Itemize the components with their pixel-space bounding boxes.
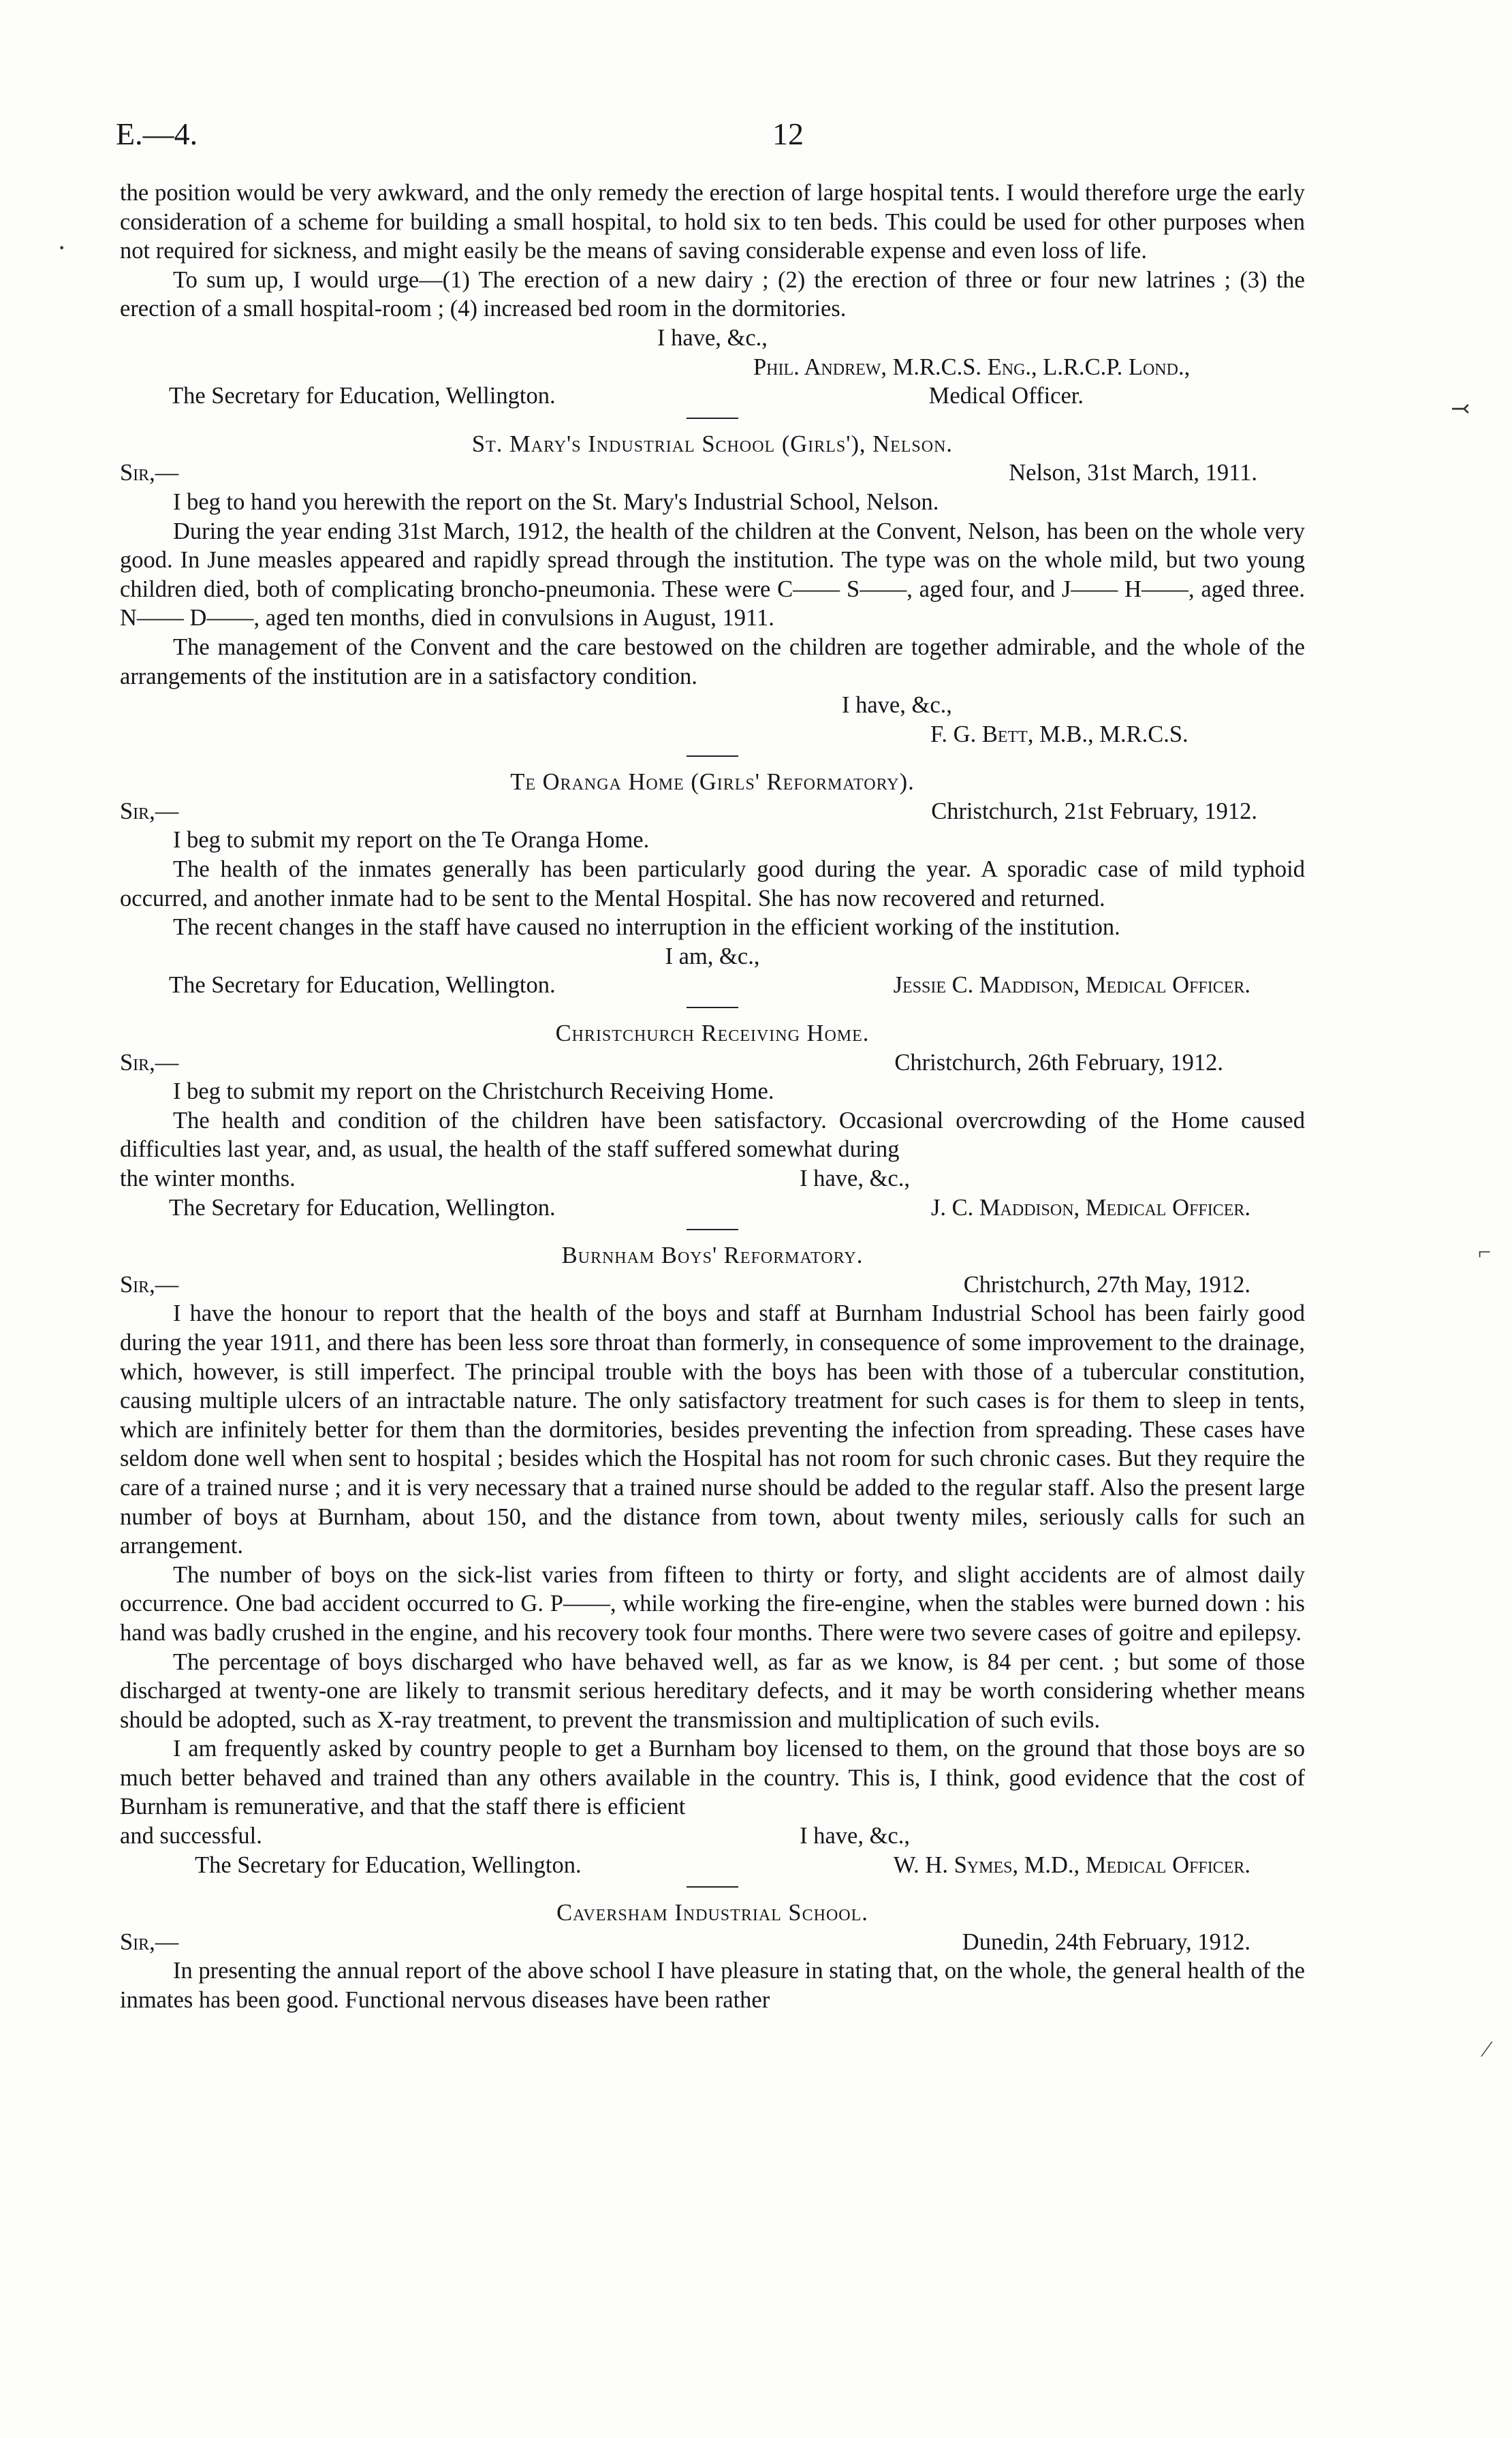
addressee: The Secretary for Education, Wellington. (169, 1194, 556, 1221)
section-te-oranga (120, 768, 1305, 1000)
paragraph: The health and condition of the children have been satisfactory. Occasional overcrowding of the Home caused difficulties last year, and, as usual, the health of the staff suffered somewhat during (120, 1107, 1305, 1163)
salutation: Sir,— (120, 1928, 179, 1955)
signer: W. H. Symes, M.D., Medical Officer. (893, 1851, 1250, 1878)
paragraph: The recent changes in the staff have caused no interruption in the efficient working of the institution. (173, 914, 1120, 941)
margin-mark: ⁄ (1485, 2037, 1489, 2062)
section-title: Christchurch Receiving Home. (555, 1020, 870, 1047)
closing: I have, &c., (657, 324, 768, 351)
section-continued-report (120, 178, 1305, 411)
document-body (120, 178, 1305, 2015)
signer-role: Medical Officer. (928, 383, 1084, 409)
paragraph: To sum up, I would urge—(1) The erection of a new dairy ; (2) the erection of three or four new latrines ; (3) the erection of a small hospital-room ; (4) increased bed room in the dormitories. (120, 266, 1305, 322)
place-date: Nelson, 31st March, 1911. (1009, 460, 1257, 486)
section-divider (687, 418, 738, 419)
closing: I have, &c., (842, 692, 952, 719)
paragraph-end: the winter months. (120, 1166, 296, 1191)
paragraph: The health of the inmates generally has been particularly good during the year. A sporadic case of mild typhoid occurred, and another inmate had to be sent to the Mental Hospital. She has now recovered and returned. (120, 856, 1305, 911)
place-date: Christchurch, 27th May, 1912. (963, 1271, 1250, 1298)
salutation: Sir,— (120, 1049, 179, 1076)
section-christchurch-receiving (120, 1019, 1305, 1222)
paragraph: I beg to hand you herewith the report on the St. Mary's Industrial School, Nelson. (173, 488, 939, 515)
addressee: The Secretary for Education, Wellington. (169, 383, 556, 409)
paragraph: During the year ending 31st March, 1912, the health of the children at the Convent, Nelson, has been on the whole very good. In June measles appeared and rapidly spread through the institution. The type was on the whole mild, but two young children died, both of complicating broncho-pneumonia. These were C—— S——, aged four, and J—— H——, aged three. N—— D——, aged ten months, died in convulsions in August, 1911. (120, 518, 1305, 631)
signer: J. C. Maddison, Medical Officer. (930, 1194, 1250, 1221)
margin-mark: ⤙ (1451, 396, 1470, 422)
margin-mark: ⌐ (1478, 1240, 1492, 1265)
closing: I have, &c., (800, 1823, 910, 1849)
document-reference: E.—4. (116, 116, 198, 151)
place-date: Christchurch, 26th February, 1912. (894, 1049, 1223, 1076)
signer: F. G. Bett, M.B., M.R.C.S. (930, 721, 1188, 747)
section-title: Caversham Industrial School. (556, 1900, 868, 1926)
section-divider (687, 1886, 738, 1888)
paragraph: The number of boys on the sick-list varies from fifteen to thirty or forty, and slight accidents are of almost daily occurrence. One bad accident occurred to G. P——, while working the fire-engine, when the stables were burned down : his hand was badly crushed in the engine, and his recovery took four months. There were two severe cases of goitre and epilepsy. (120, 1561, 1305, 1646)
closing: I am, &c., (665, 943, 760, 969)
addressee: The Secretary for Education, Wellington. (169, 972, 556, 999)
paragraph: The management of the Convent and the care bestowed on the children are together admirable, and the whole of the arrangements of the institution are in a satisfactory condition. (120, 634, 1305, 689)
paragraph: The percentage of boys discharged who have behaved well, as far as we know, is 84 per cent. ; but some of those discharged at twenty-one are likely to transmit serious hereditary defects, and it may be worth considering whether means should be adopted, such as X-ray treatment, to prevent the transmission and multiplication of such evils. (120, 1648, 1305, 1733)
section-burnham (120, 1241, 1305, 1879)
paragraph-end: and successful. (120, 1823, 262, 1849)
page-header (116, 116, 804, 157)
paragraph: In presenting the annual report of the above school I have pleasure in stating that, on the whole, the general health of the inmates has been good. Functional nervous diseases have been rather (120, 1958, 1305, 2014)
section-title: Te Oranga Home (Girls' Reformatory). (510, 769, 915, 796)
signer: Phil. Andrew, M.R.C.S. Eng., L.R.C.P. Lond., (753, 354, 1191, 380)
section-title: Burnham Boys' Reformatory. (561, 1243, 864, 1269)
page-number: 12 (772, 116, 804, 151)
margin-mark: · (57, 232, 67, 263)
place-date: Dunedin, 24th February, 1912. (962, 1928, 1250, 1955)
section-title: St. Mary's Industrial School (Girls'), Nelson. (471, 431, 954, 457)
paragraph: I have the honour to report that the health of the boys and staff at Burnham Industrial School has been fairly good during the year 1911, and there has been less sore throat than formerly, in consequence of some improvement to the drainage, which, however, is still imperfect. The principal trouble with the boys has been with those of a tubercular constitution, causing multiple ulcers of an intractable nature. The only satisfactory treatment for such cases is for them to sleep in tents, which are infinitely better for them than the dormitories, besides preventing the infection from spreading. These cases have seldom done well when sent to hospital ; besides which the Hospital has not room for such chronic cases. But they require the care of a trained nurse ; and it is very necessary that a trained nurse should be added to the regular staff. Also the present large number of boys at Burnham, about 150, and the distance from town, about twenty miles, seriously calls for such an arrangement. (120, 1300, 1305, 1559)
closing: I have, &c., (800, 1166, 910, 1191)
section-st-marys (120, 430, 1305, 749)
section-caversham (120, 1898, 1305, 2014)
salutation: Sir,— (120, 1271, 179, 1298)
place-date: Christchurch, 21st February, 1912. (931, 798, 1257, 824)
paragraph: I beg to submit my report on the Christchurch Receiving Home. (173, 1078, 774, 1105)
paragraph: I beg to submit my report on the Te Oranga Home. (173, 827, 650, 854)
paragraph: I am frequently asked by country people to get a Burnham boy licensed to them, on the ground that those boys are so much better behaved and trained than any others available in the country. This is, I think, good evidence that the cost of Burnham is remunerative, and that the staff there is efficient (120, 1736, 1305, 1820)
signer: Jessie C. Maddison, Medical Officer. (893, 972, 1250, 999)
section-divider (687, 755, 738, 757)
paragraph: the position would be very awkward, and the only remedy the erection of large hospital tents. I would therefore urge the early consideration of a scheme for building a small hospital, to hold six to ten beds. This could be used for other purposes when not required for sickness, and might easily be the means of saving considerable expense and even loss of life. (120, 180, 1305, 264)
addressee: The Secretary for Education, Wellington. (195, 1851, 582, 1878)
salutation: Sir,— (120, 798, 179, 824)
section-divider (687, 1007, 738, 1008)
salutation: Sir,— (120, 460, 179, 486)
section-divider (687, 1229, 738, 1230)
